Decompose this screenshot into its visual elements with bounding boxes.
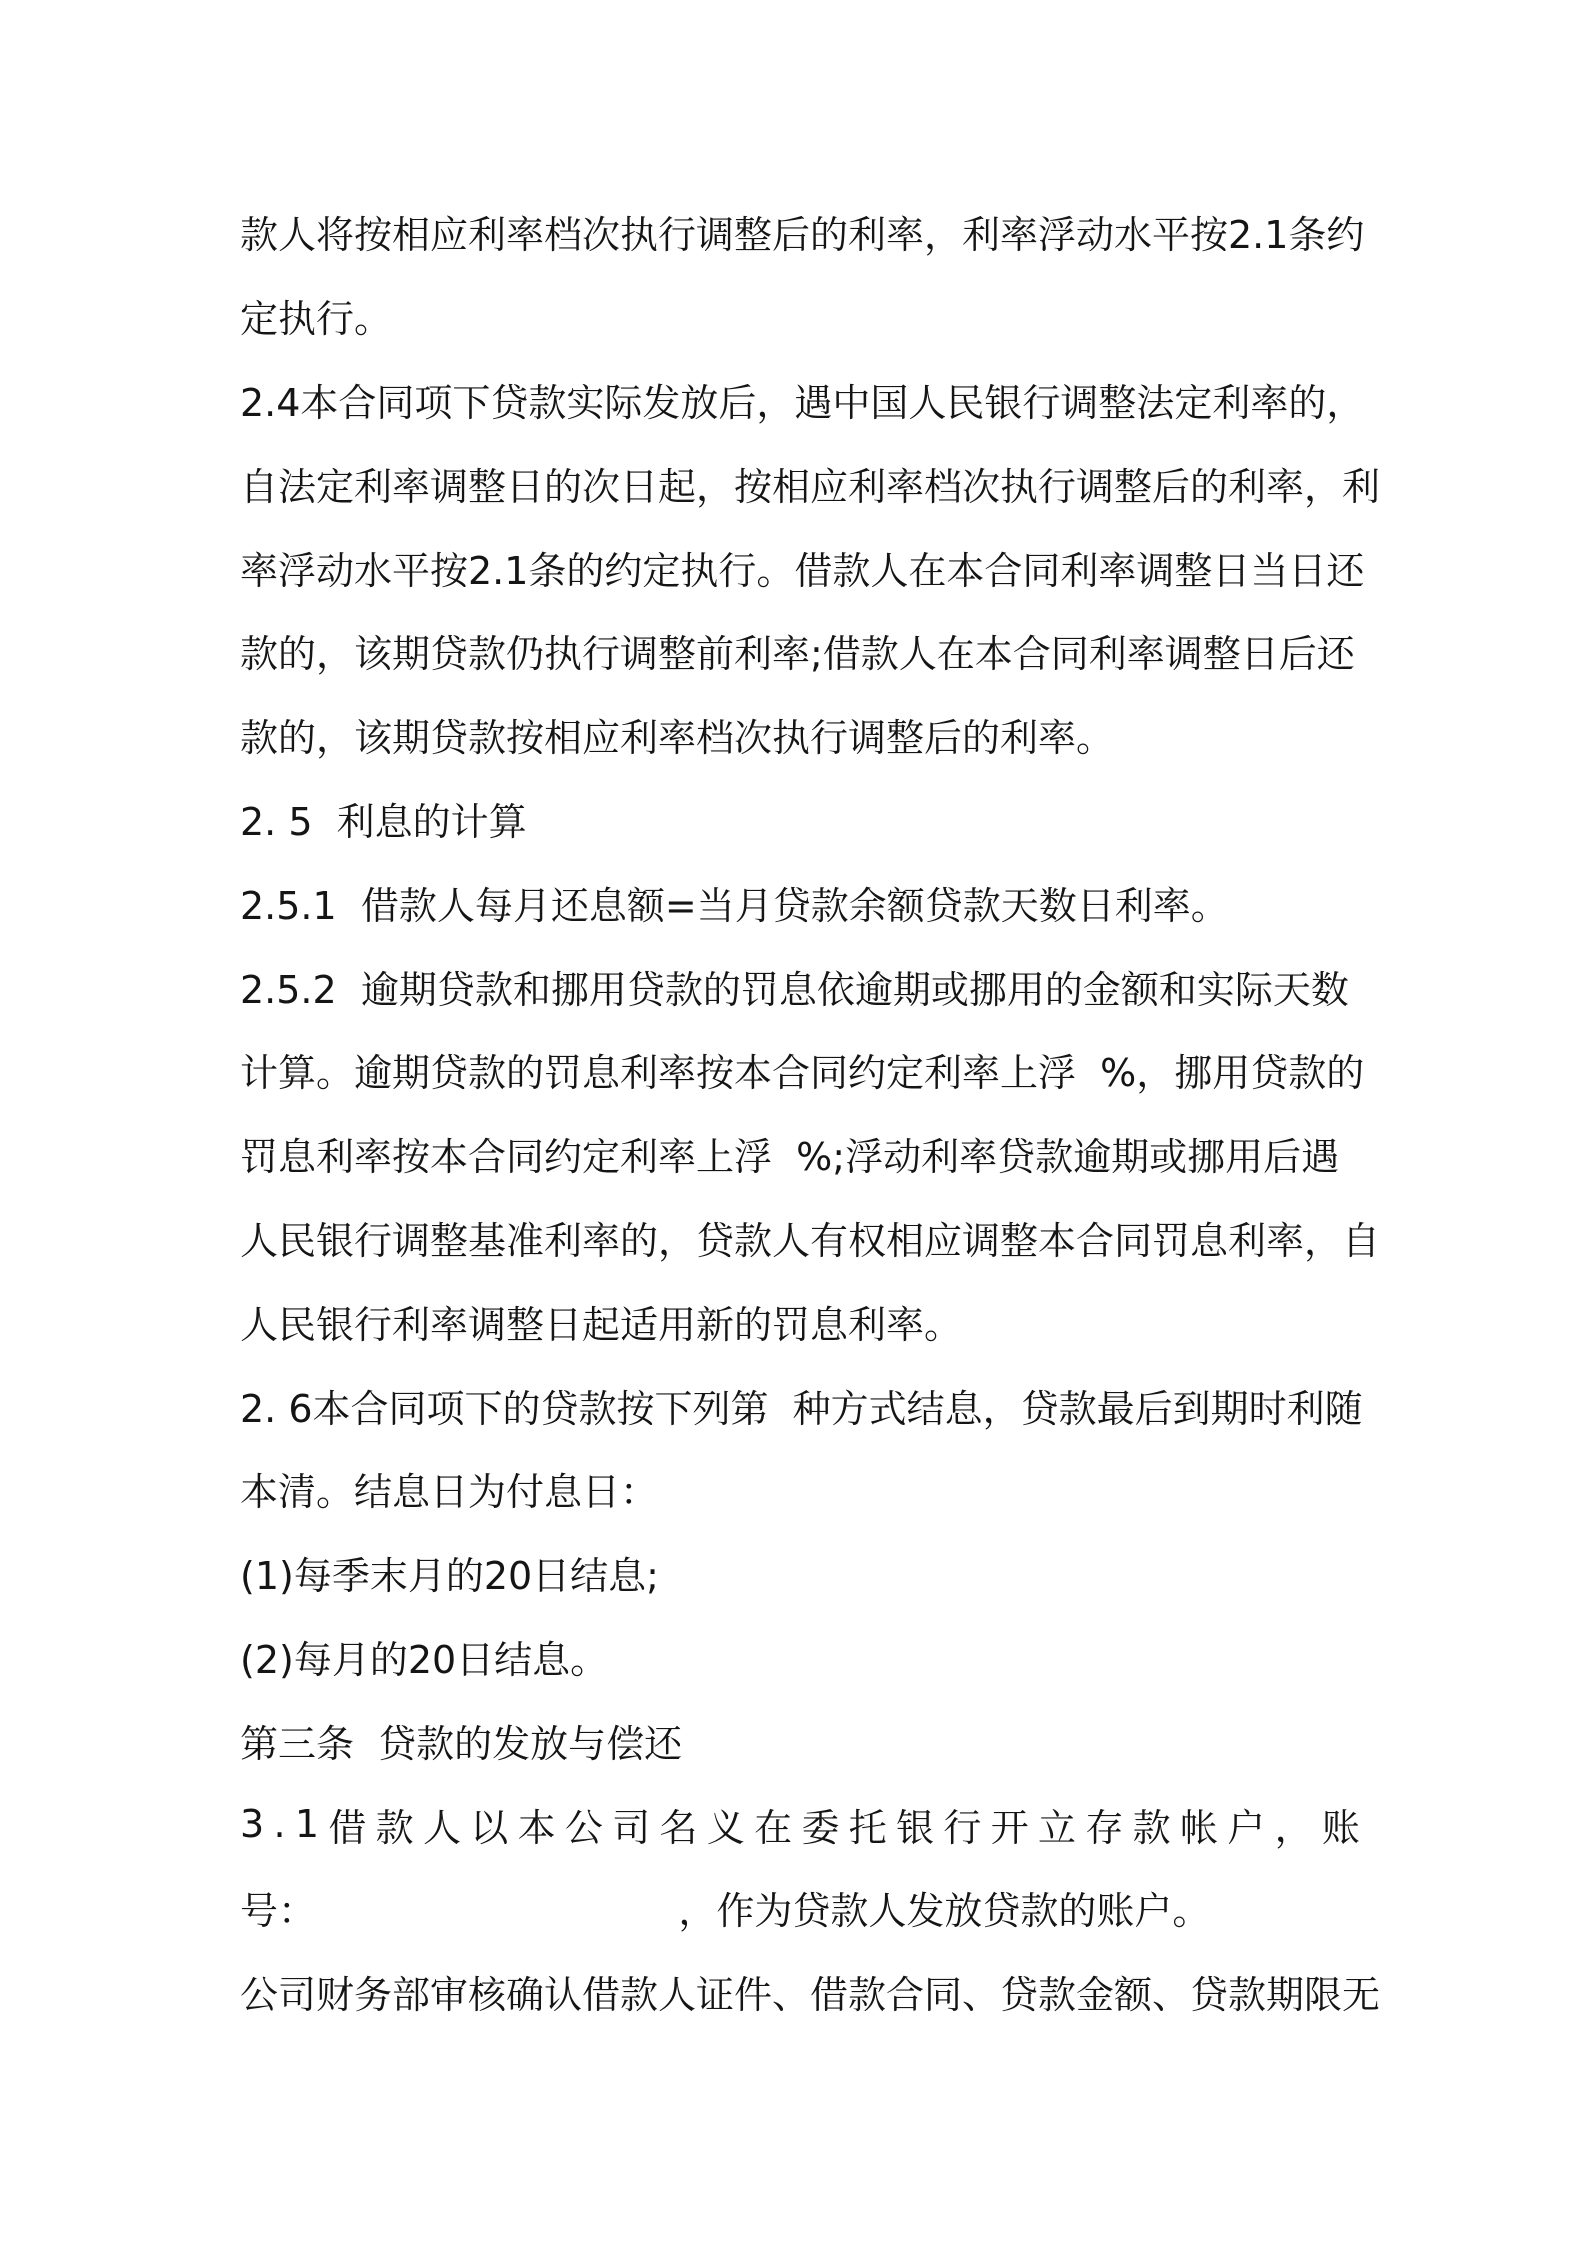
text-line: 本清。结息日为付息日：: [240, 1470, 659, 1515]
text-line: 率浮动水平按2.1条的约定执行。借款人在本合同利率调整日当日还: [240, 548, 1365, 593]
text-line: 款的，该期贷款按相应利率档次执行调整后的利率。: [240, 716, 1115, 761]
article-heading: 第三条 贷款的发放与偿还: [240, 1721, 683, 1766]
text-line: 人民银行利率调整日起适用新的罚息利率。: [240, 1302, 963, 1347]
list-item: (2)每月的20日结息。: [240, 1637, 609, 1682]
glyph: 户: [1227, 1805, 1266, 1850]
glyph: 司: [612, 1805, 651, 1850]
text-line: 款的，该期贷款仍执行调整前利率;借款人在本合同利率调整日后还: [240, 632, 1355, 677]
glyph: 委: [801, 1805, 840, 1850]
text-line: 自法定利率调整日的次日起，按相应利率档次执行调整后的利率，利: [240, 464, 1381, 509]
text-line: 罚息利率按本合同约定利率上浮 %;浮动利率贷款逾期或挪用后遇: [240, 1135, 1340, 1180]
glyph: 开: [990, 1805, 1029, 1850]
glyph: 本: [517, 1805, 556, 1850]
glyph: 存: [1085, 1805, 1124, 1850]
text-line: 公司财务部审核确认借款人证件、借款合同、贷款金额、贷款期限无: [240, 1973, 1381, 2018]
text-line: 定执行。: [240, 297, 393, 342]
glyph: 托: [848, 1805, 887, 1850]
glyph: 义: [706, 1805, 745, 1850]
glyph: 在: [754, 1805, 793, 1850]
document-body: [240, 190, 1381, 2034]
text-line: 款人将按相应利率档次执行调整后的利率，利率浮动水平按2.1条约: [240, 213, 1365, 258]
glyph: .: [273, 1802, 286, 1847]
glyph: 款: [1132, 1805, 1171, 1850]
glyph: 1: [294, 1802, 320, 1847]
text-line: 2. 6本合同项下的贷款按下列第 种方式结息，贷款最后到期时利随: [240, 1386, 1363, 1431]
section-heading: 2. 5 利息的计算: [240, 799, 527, 844]
glyph: ，: [1274, 1805, 1313, 1850]
glyph: 账: [1321, 1805, 1360, 1850]
list-item: (1)每季末月的20日结息;: [240, 1554, 659, 1599]
text-line: 2.5.2 逾期贷款和挪用贷款的罚息依逾期或挪用的金额和实际天数: [240, 967, 1349, 1012]
glyph: 帐: [1179, 1805, 1218, 1850]
glyph: 公: [564, 1805, 603, 1850]
text-line: 号： ，作为贷款人发放贷款的账户。: [240, 1889, 1211, 1934]
glyph: 借: [328, 1805, 367, 1850]
text-line: 2.5.1 借款人每月还息额=当月贷款余额贷款天数日利率。: [240, 883, 1229, 928]
glyph: 以: [470, 1805, 509, 1850]
glyph: 行: [943, 1805, 982, 1850]
glyph: 立: [1038, 1805, 1077, 1850]
glyph: 款: [375, 1805, 414, 1850]
glyph: 人: [422, 1805, 461, 1850]
text-line: 人民银行调整基准利率的，贷款人有权相应调整本合同罚息利率，自: [240, 1218, 1381, 1263]
glyph: 名: [659, 1805, 698, 1850]
glyph: 3: [240, 1802, 265, 1847]
glyph: 银: [896, 1805, 935, 1850]
text-line: 2.4本合同项下贷款实际发放后，遇中国人民银行调整法定利率的，: [240, 380, 1365, 425]
justified-text-line: [240, 1782, 1360, 1866]
text-line: 计算。逾期贷款的罚息利率按本合同约定利率上浮 %，挪用贷款的: [240, 1051, 1365, 1096]
